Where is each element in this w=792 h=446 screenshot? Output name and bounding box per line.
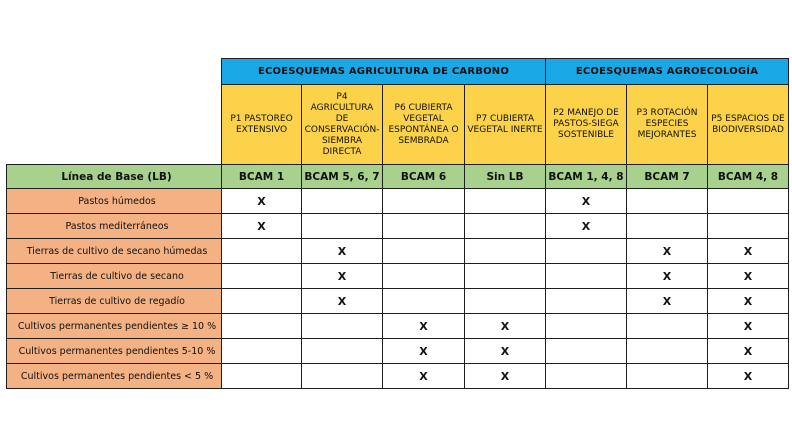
table-cell: [708, 214, 789, 239]
table-cell: X: [546, 189, 627, 214]
table-cell: X: [627, 239, 708, 264]
ecoschemes-table: [6, 58, 789, 389]
table-cell: X: [465, 364, 546, 389]
table-cell: X: [222, 214, 302, 239]
table-cell: [222, 314, 302, 339]
table-cell: X: [627, 264, 708, 289]
table-cell: [383, 239, 465, 264]
table-cell: [383, 264, 465, 289]
table-cell: [222, 264, 302, 289]
table-row: [7, 214, 789, 239]
row-label: Tierras de cultivo de secano húmedas: [7, 239, 222, 264]
table-cell: X: [302, 239, 383, 264]
row-label: Pastos húmedos: [7, 189, 222, 214]
table-row: [7, 364, 789, 389]
row-label: Pastos mediterráneos: [7, 214, 222, 239]
table-cell: [302, 364, 383, 389]
baseline-cell: Sin LB: [465, 165, 546, 189]
table-cell: [302, 314, 383, 339]
table-cell: [222, 339, 302, 364]
table-row: [7, 289, 789, 314]
table-cell: [546, 239, 627, 264]
table-cell: X: [708, 364, 789, 389]
table-cell: [383, 189, 465, 214]
table-cell: [383, 289, 465, 314]
baseline-cell: BCAM 6: [383, 165, 465, 189]
table-cell: [627, 364, 708, 389]
table-cell: X: [546, 214, 627, 239]
table-cell: [708, 189, 789, 214]
table-cell: [302, 339, 383, 364]
table-cell: [627, 189, 708, 214]
table-cell: X: [708, 264, 789, 289]
table-cell: [546, 264, 627, 289]
baseline-cell: BCAM 7: [627, 165, 708, 189]
table-cell: [465, 264, 546, 289]
column-header: P3 ROTACIÓN ESPECIES MEJORANTES: [627, 85, 708, 165]
column-header: P5 ESPACIOS DE BIODIVERSIDAD: [708, 85, 789, 165]
row-label: Tierras de cultivo de regadío: [7, 289, 222, 314]
table-cell: [546, 364, 627, 389]
column-header: P1 PASTOREO EXTENSIVO: [222, 85, 302, 165]
group-agroeco-header: ECOESQUEMAS AGROECOLOGÍA: [546, 59, 789, 85]
table-cell: [222, 364, 302, 389]
baseline-cell: BCAM 1: [222, 165, 302, 189]
table-cell: [546, 339, 627, 364]
table-cell: X: [383, 314, 465, 339]
table-row: [7, 189, 789, 214]
baseline-cell: BCAM 1, 4, 8: [546, 165, 627, 189]
table-row: [7, 239, 789, 264]
column-header-row: [7, 85, 789, 165]
table-cell: X: [708, 339, 789, 364]
table-cell: [222, 289, 302, 314]
row-label: Cultivos permanentes pendientes 5-10 %: [7, 339, 222, 364]
table-cell: [627, 214, 708, 239]
group-carbon-header: ECOESQUEMAS AGRICULTURA DE CARBONO: [222, 59, 546, 85]
column-header: P6 CUBIERTA VEGETAL ESPONTÁNEA O SEMBRADA: [383, 85, 465, 165]
table-cell: X: [627, 289, 708, 314]
table-cell: [546, 289, 627, 314]
group-header-row: [7, 59, 789, 85]
table-cell: X: [383, 364, 465, 389]
table-cell: [465, 189, 546, 214]
table-cell: X: [302, 289, 383, 314]
table-cell: [465, 214, 546, 239]
table-cell: X: [465, 314, 546, 339]
corner-blank: [7, 59, 222, 85]
table-cell: [302, 214, 383, 239]
row-label: Tierras de cultivo de secano: [7, 264, 222, 289]
table-cell: X: [302, 264, 383, 289]
column-header: P4 AGRICULTURA DE CONSERVACIÓN-SIEMBRA DIRECTA: [302, 85, 383, 165]
table-row: [7, 314, 789, 339]
column-header: P2 MANEJO DE PASTOS-SIEGA SOSTENIBLE: [546, 85, 627, 165]
table-row: [7, 264, 789, 289]
column-header: P7 CUBIERTA VEGETAL INERTE: [465, 85, 546, 165]
table-cell: X: [465, 339, 546, 364]
table-cell: X: [708, 289, 789, 314]
baseline-label: Línea de Base (LB): [7, 165, 222, 189]
table-cell: [383, 214, 465, 239]
baseline-cell: BCAM 4, 8: [708, 165, 789, 189]
table-cell: [546, 314, 627, 339]
table-cell: [627, 314, 708, 339]
table-cell: [465, 289, 546, 314]
table-cell: X: [708, 239, 789, 264]
table-cell: X: [383, 339, 465, 364]
table-cell: [302, 189, 383, 214]
table-cell: [627, 339, 708, 364]
baseline-row: [7, 165, 789, 189]
table-cell: X: [222, 189, 302, 214]
row-label: Cultivos permanentes pendientes ≥ 10 %: [7, 314, 222, 339]
table-row: [7, 339, 789, 364]
data-rows: [7, 189, 789, 389]
corner-blank-2: [7, 85, 222, 165]
table-cell: [465, 239, 546, 264]
baseline-cell: BCAM 5, 6, 7: [302, 165, 383, 189]
table-cell: [222, 239, 302, 264]
table-cell: X: [708, 314, 789, 339]
row-label: Cultivos permanentes pendientes < 5 %: [7, 364, 222, 389]
